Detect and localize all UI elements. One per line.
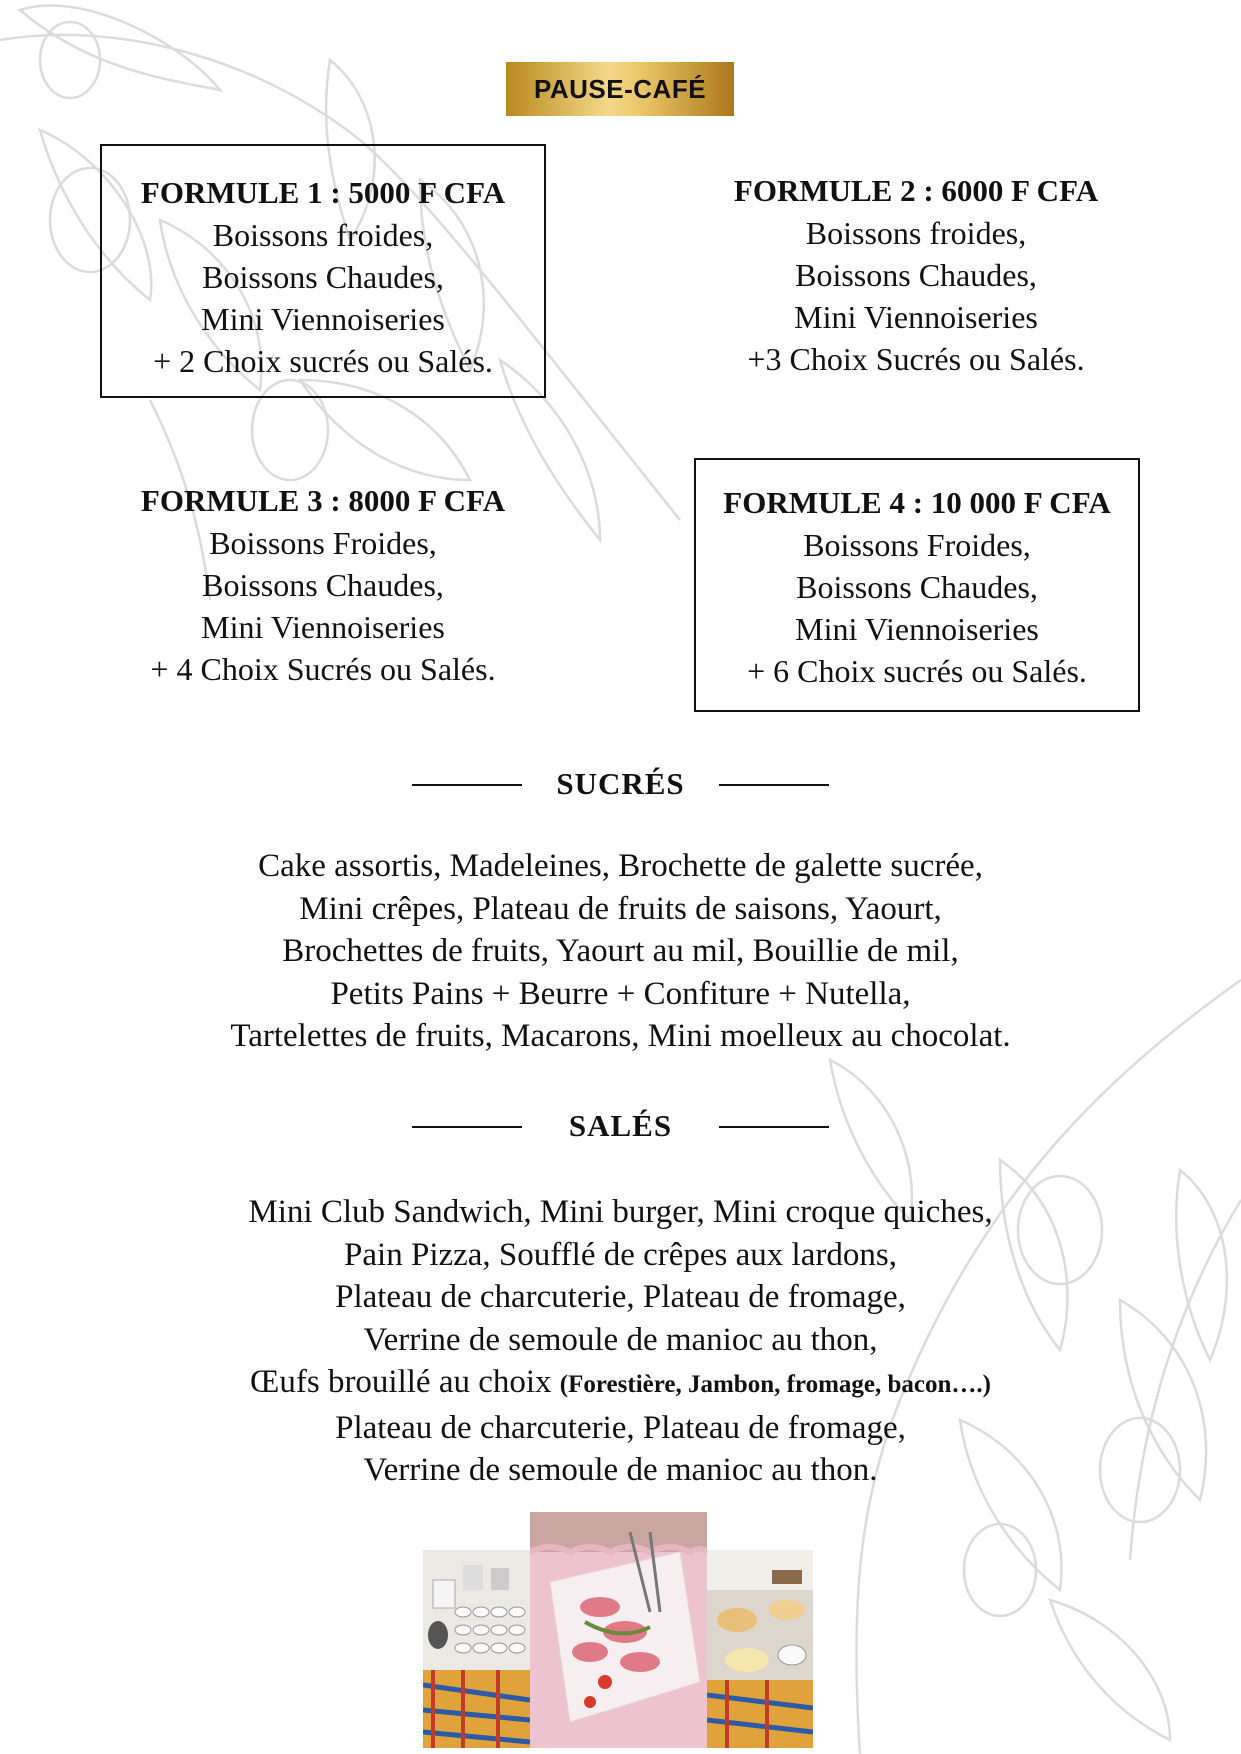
formula-line: + 6 Choix sucrés ou Salés.: [747, 653, 1087, 689]
photo-buffet-table: [707, 1550, 813, 1748]
heading-rule-right: [719, 1126, 829, 1128]
list-item: Mini crêpes, Plateau de fruits de saisons, Yaourt,: [299, 890, 942, 927]
photo-coffee-cups: [423, 1550, 530, 1748]
formula-title: FORMULE 1 : 5000 F CFA: [140, 175, 506, 210]
sucres-heading: SUCRÉS: [556, 766, 685, 801]
sales-list: [0, 1191, 1241, 1492]
formula-line: Mini Viennoiseries: [201, 609, 445, 645]
list-item: [0, 1361, 1241, 1407]
eggs-line: Œufs brouillé au choix: [250, 1364, 552, 1400]
formula-line: Boissons Chaudes,: [202, 567, 444, 603]
formula-line: Mini Viennoiseries: [201, 301, 445, 337]
list-item: Pain Pizza, Soufflé de crêpes aux lardons,: [344, 1236, 897, 1273]
formula-line: Boissons Froides,: [803, 527, 1031, 563]
list-item: Plateau de charcuterie, Plateau de fromage,: [335, 1279, 906, 1315]
formula-card-3: [100, 454, 546, 708]
formula-line: Mini Viennoiseries: [795, 611, 1039, 647]
formula-card-2: [693, 144, 1139, 398]
list-item: Mini Club Sandwich, Mini burger, Mini croque quiches,: [248, 1194, 993, 1230]
formula-card-4: [694, 458, 1140, 712]
list-item: Plateau de charcuterie, Plateau de fromage,: [335, 1409, 906, 1446]
list-item: Verrine de semoule de manioc au thon.: [363, 1452, 878, 1488]
sucres-list: [0, 845, 1241, 1058]
list-item: Brochettes de fruits, Yaourt au mil, Bouillie de mil,: [282, 933, 959, 969]
photo-charcuterie-platter: [530, 1512, 707, 1748]
formula-title: FORMULE 4 : 10 000 F CFA: [723, 485, 1111, 520]
formula-line: + 2 Choix sucrés ou Salés.: [153, 343, 493, 379]
formula-line: Boissons froides,: [212, 217, 434, 253]
formula-line: Boissons Chaudes,: [795, 257, 1037, 293]
list-item: Cake assortis, Madeleines, Brochette de galette sucrée,: [258, 848, 983, 884]
list-item: Petits Pains + Beurre + Confiture + Nutella,: [330, 975, 911, 1012]
list-item: Tartelettes de fruits, Macarons, Mini moelleux au chocolat.: [230, 1018, 1011, 1054]
formula-line: Boissons Chaudes,: [202, 259, 444, 295]
formula-line: Boissons Froides,: [209, 525, 437, 561]
heading-rule-right: [719, 784, 829, 786]
formula-line: Mini Viennoiseries: [794, 299, 1038, 335]
formula-line: Boissons Chaudes,: [796, 569, 1038, 605]
list-item: Verrine de semoule de manioc au thon,: [363, 1321, 878, 1358]
eggs-note: (Forestière, Jambon, fromage, bacon….): [559, 1371, 991, 1398]
formula-card-1: [100, 144, 546, 398]
formula-line: + 4 Choix Sucrés ou Salés.: [150, 651, 496, 687]
formula-line: Boissons froides,: [805, 215, 1027, 251]
pause-cafe-badge: PAUSE-CAFÉ: [506, 62, 734, 116]
formula-title: FORMULE 3 : 8000 F CFA: [140, 483, 506, 518]
formula-line: +3 Choix Sucrés ou Salés.: [747, 341, 1085, 377]
sales-heading: SALÉS: [568, 1108, 673, 1143]
formula-title: FORMULE 2 : 6000 F CFA: [733, 173, 1099, 208]
